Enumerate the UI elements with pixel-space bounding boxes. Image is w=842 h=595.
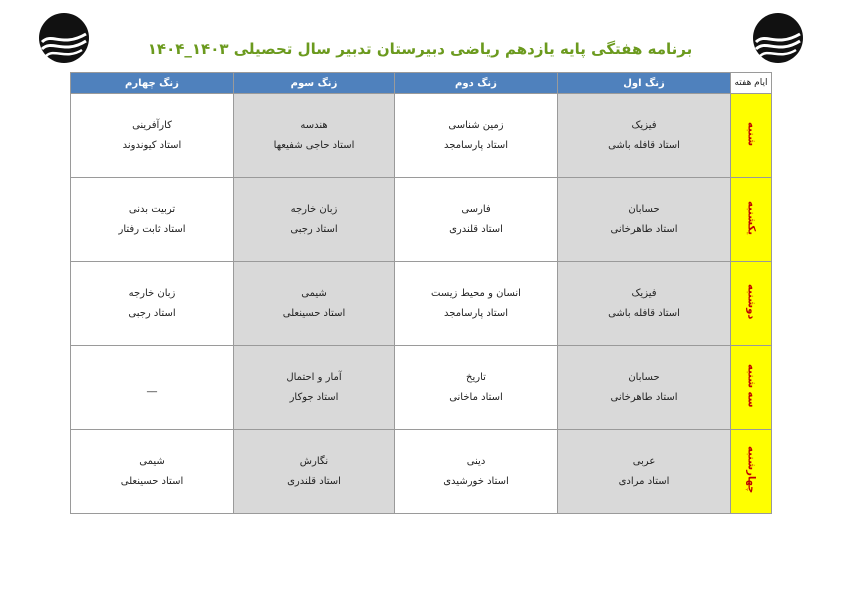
weekday-header: ایام هفته	[731, 73, 772, 94]
class-cell	[71, 262, 234, 346]
class-cell	[395, 346, 558, 430]
teacher: استاد قلندری	[449, 223, 503, 235]
day-label: یکشنبه	[731, 178, 772, 262]
teacher: استاد حسینعلی	[120, 475, 184, 487]
subject: فیزیک	[631, 287, 657, 299]
teacher: استاد طاهرخانی	[610, 223, 678, 235]
class-cell	[71, 94, 234, 178]
teacher: استاد خورشیدی	[443, 475, 509, 487]
class-cell	[558, 178, 731, 262]
class-cell	[395, 430, 558, 514]
class-cell	[71, 178, 234, 262]
page-title: برنامه هفتگی پایه یازدهم ریاضی دبیرستان تدبیر سال تحصیلی ۱۴۰۳_۱۴۰۴	[147, 40, 693, 58]
subject: دینی	[466, 455, 486, 467]
class-cell	[558, 94, 731, 178]
teacher: استاد رجبی	[128, 307, 176, 319]
period-header: زنگ سوم	[234, 73, 395, 94]
class-cell	[558, 262, 731, 346]
subject: تربیت بدنی	[128, 203, 176, 215]
period-header: زنگ چهارم	[71, 73, 234, 94]
day-label: شنبه	[731, 94, 772, 178]
teacher: استاد ثابت رفتار	[118, 223, 186, 235]
table-row	[71, 178, 772, 262]
subject: نگارش	[299, 455, 329, 467]
schedule-table	[70, 72, 772, 514]
class-cell	[234, 262, 395, 346]
subject: فارسی	[461, 203, 491, 215]
class-cell	[71, 430, 234, 514]
subject: تاریخ	[466, 371, 486, 383]
subject: کارآفرینی	[132, 119, 172, 131]
class-cell	[234, 94, 395, 178]
class-cell	[558, 346, 731, 430]
class-cell	[234, 430, 395, 514]
subject: عربی	[632, 455, 656, 467]
class-cell	[395, 94, 558, 178]
class-cell	[395, 262, 558, 346]
class-cell	[395, 178, 558, 262]
teacher: استاد پارسامجد	[444, 307, 508, 319]
table-row	[71, 262, 772, 346]
subject: حسابان	[628, 203, 660, 215]
subject: شیمی	[139, 455, 165, 467]
day-label: چهارشنبه	[731, 430, 772, 514]
teacher: استاد طاهرخانی	[610, 391, 678, 403]
period-header: زنگ اول	[558, 73, 731, 94]
subject: __	[147, 381, 157, 393]
class-cell	[558, 430, 731, 514]
teacher: استاد قافله باشی	[608, 139, 680, 151]
teacher: استاد جوکار	[289, 391, 339, 403]
class-cell	[234, 346, 395, 430]
teacher: استاد حسینعلی	[282, 307, 346, 319]
teacher: استاد ماخانی	[449, 391, 503, 403]
subject: زمین شناسی	[448, 119, 504, 131]
day-label: سه شنبه	[731, 346, 772, 430]
teacher: استاد پارسامجد	[444, 139, 508, 151]
subject: آمار و احتمال	[286, 371, 342, 383]
subject: حسابان	[628, 371, 660, 383]
header-row	[71, 73, 772, 94]
logo-icon	[752, 12, 804, 64]
teacher: استاد مرادی	[618, 475, 670, 487]
subject: زبان خارجه	[290, 203, 338, 215]
teacher: استاد قافله باشی	[608, 307, 680, 319]
teacher: استاد رجبی	[290, 223, 338, 235]
subject: هندسه	[300, 119, 328, 131]
subject: فیزیک	[631, 119, 657, 131]
subject: انسان و محیط زیست	[431, 287, 521, 299]
teacher: استاد حاجی شفیعها	[273, 139, 355, 151]
teacher: استاد کیوندوند	[122, 139, 182, 151]
teacher: استاد قلندری	[287, 475, 341, 487]
subject: شیمی	[301, 287, 327, 299]
class-cell	[234, 178, 395, 262]
period-header: زنگ دوم	[395, 73, 558, 94]
table-row	[71, 346, 772, 430]
logo-icon	[38, 12, 90, 64]
table-row	[71, 430, 772, 514]
class-cell	[71, 346, 234, 430]
table-row	[71, 94, 772, 178]
subject: زبان خارجه	[128, 287, 176, 299]
day-label: دوشنبه	[731, 262, 772, 346]
